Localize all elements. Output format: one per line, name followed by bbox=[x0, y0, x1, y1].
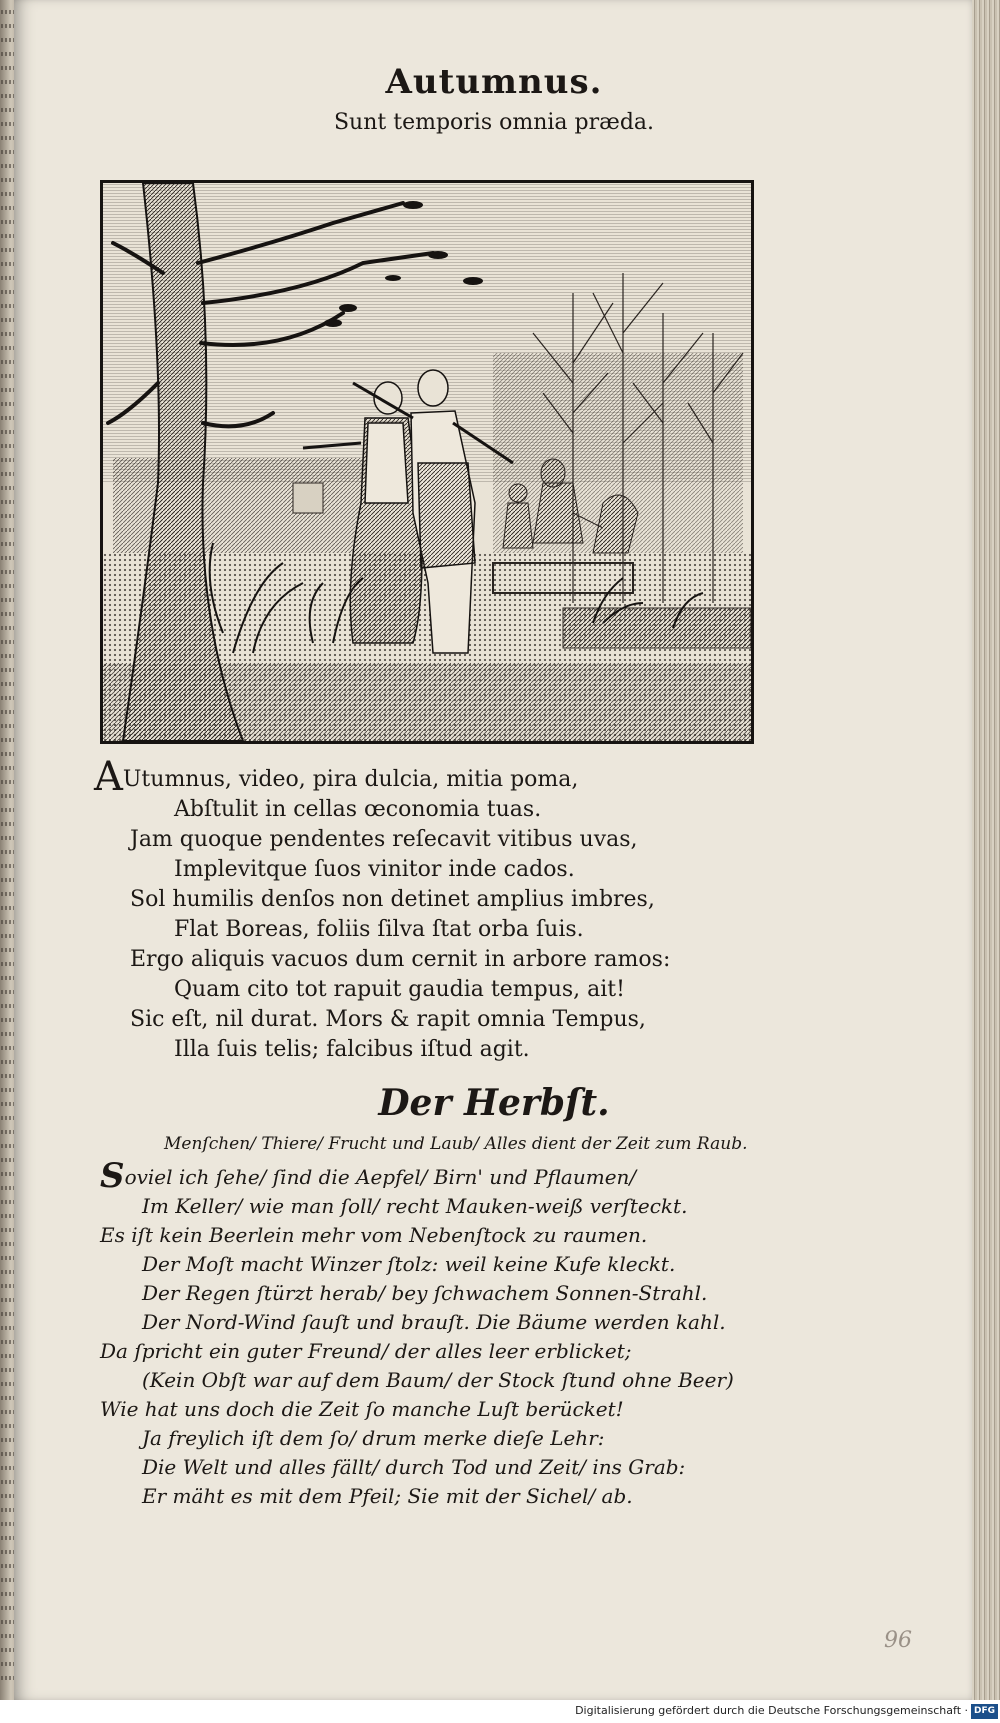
german-poem bbox=[100, 1156, 820, 1511]
german-line: Wie hat uns doch die Zeit ſo manche Luſt berücket! bbox=[100, 1397, 624, 1421]
latin-dropcap: A bbox=[94, 754, 123, 800]
german-line: Er mäht es mit dem Pfeil; Sie mit der Sichel/ ab. bbox=[142, 1484, 633, 1508]
german-line: Die Welt und alles fällt/ durch Tod und Zeit/ ins Grab: bbox=[142, 1455, 686, 1479]
engraving-illustration bbox=[103, 183, 751, 741]
german-line: Der Moſt macht Winzer ſtolz: weil keine Kufe kleckt. bbox=[142, 1252, 676, 1276]
page-edges bbox=[972, 0, 1000, 1700]
book-page bbox=[14, 0, 974, 1700]
german-line: Der Regen ſtürzt herab/ bey ſchwachem Sonnen-Strahl. bbox=[142, 1281, 708, 1305]
german-line: Es iſt kein Beerlein mehr vom Nebenſtock zu raumen. bbox=[100, 1223, 648, 1247]
autumn-engraving bbox=[100, 180, 754, 744]
latin-line: Abſtulit in cellas œconomia tuas. bbox=[174, 797, 542, 822]
latin-line: AUtumnus, video, pira dulcia, mitia poma, bbox=[94, 754, 579, 800]
page-title: Autumnus. bbox=[385, 62, 603, 102]
latin-poem bbox=[94, 754, 794, 1065]
latin-line: Sic eſt, nil durat. Mors & rapit omnia Tempus, bbox=[130, 1007, 646, 1032]
dfg-logo-icon: DFG bbox=[971, 1704, 998, 1719]
latin-line: Illa ſuis telis; falcibus iſtud agit. bbox=[174, 1037, 530, 1062]
footer-credit: Digitalisierung gefördert durch die Deutsche Forschungsgemeinschaft · bbox=[575, 1704, 968, 1717]
german-line: Da ſpricht ein guter Freund/ der alles leer erblicket; bbox=[100, 1339, 632, 1363]
german-line: Im Keller/ wie man ſoll/ recht Mauken-weiß verſteckt. bbox=[142, 1194, 688, 1218]
german-line: Der Nord-Wind ſauſt und brauſt. Die Bäume werden kahl. bbox=[142, 1310, 726, 1334]
latin-line: Ergo aliquis vacuos dum cernit in arbore ramos: bbox=[130, 947, 671, 972]
page-number: 96 bbox=[884, 1628, 912, 1653]
latin-line: Jam quoque pendentes reſecavit vitibus uvas, bbox=[130, 827, 638, 852]
latin-line: Flat Boreas, foliis ſilva ſtat orba ſuis. bbox=[174, 917, 584, 942]
page-motto: Sunt temporis omnia præda. bbox=[333, 110, 655, 135]
german-motto: Menſchen/ Thiere/ Frucht und Laub/ Alles dient der Zeit zum Raub. bbox=[164, 1134, 748, 1154]
german-line: Soviel ich ſehe/ ſind die Aepfel/ Birn' und Pflaumen/ bbox=[100, 1156, 637, 1196]
german-title: Der Herbſt. bbox=[378, 1082, 610, 1124]
latin-line: Sol humilis denſos non detinet amplius imbres, bbox=[130, 887, 655, 912]
german-line: Ja freylich iſt dem ſo/ drum merke dieſe Lehr: bbox=[142, 1426, 605, 1450]
latin-line: Implevitque ſuos vinitor inde cados. bbox=[174, 857, 575, 882]
german-line: (Kein Obſt war auf dem Baum/ der Stock ſtund ohne Beer) bbox=[142, 1368, 734, 1392]
latin-line: Quam cito tot rapuit gaudia tempus, ait! bbox=[174, 977, 625, 1002]
german-dropcap: S bbox=[100, 1156, 125, 1196]
footer-bar bbox=[0, 1700, 1000, 1723]
